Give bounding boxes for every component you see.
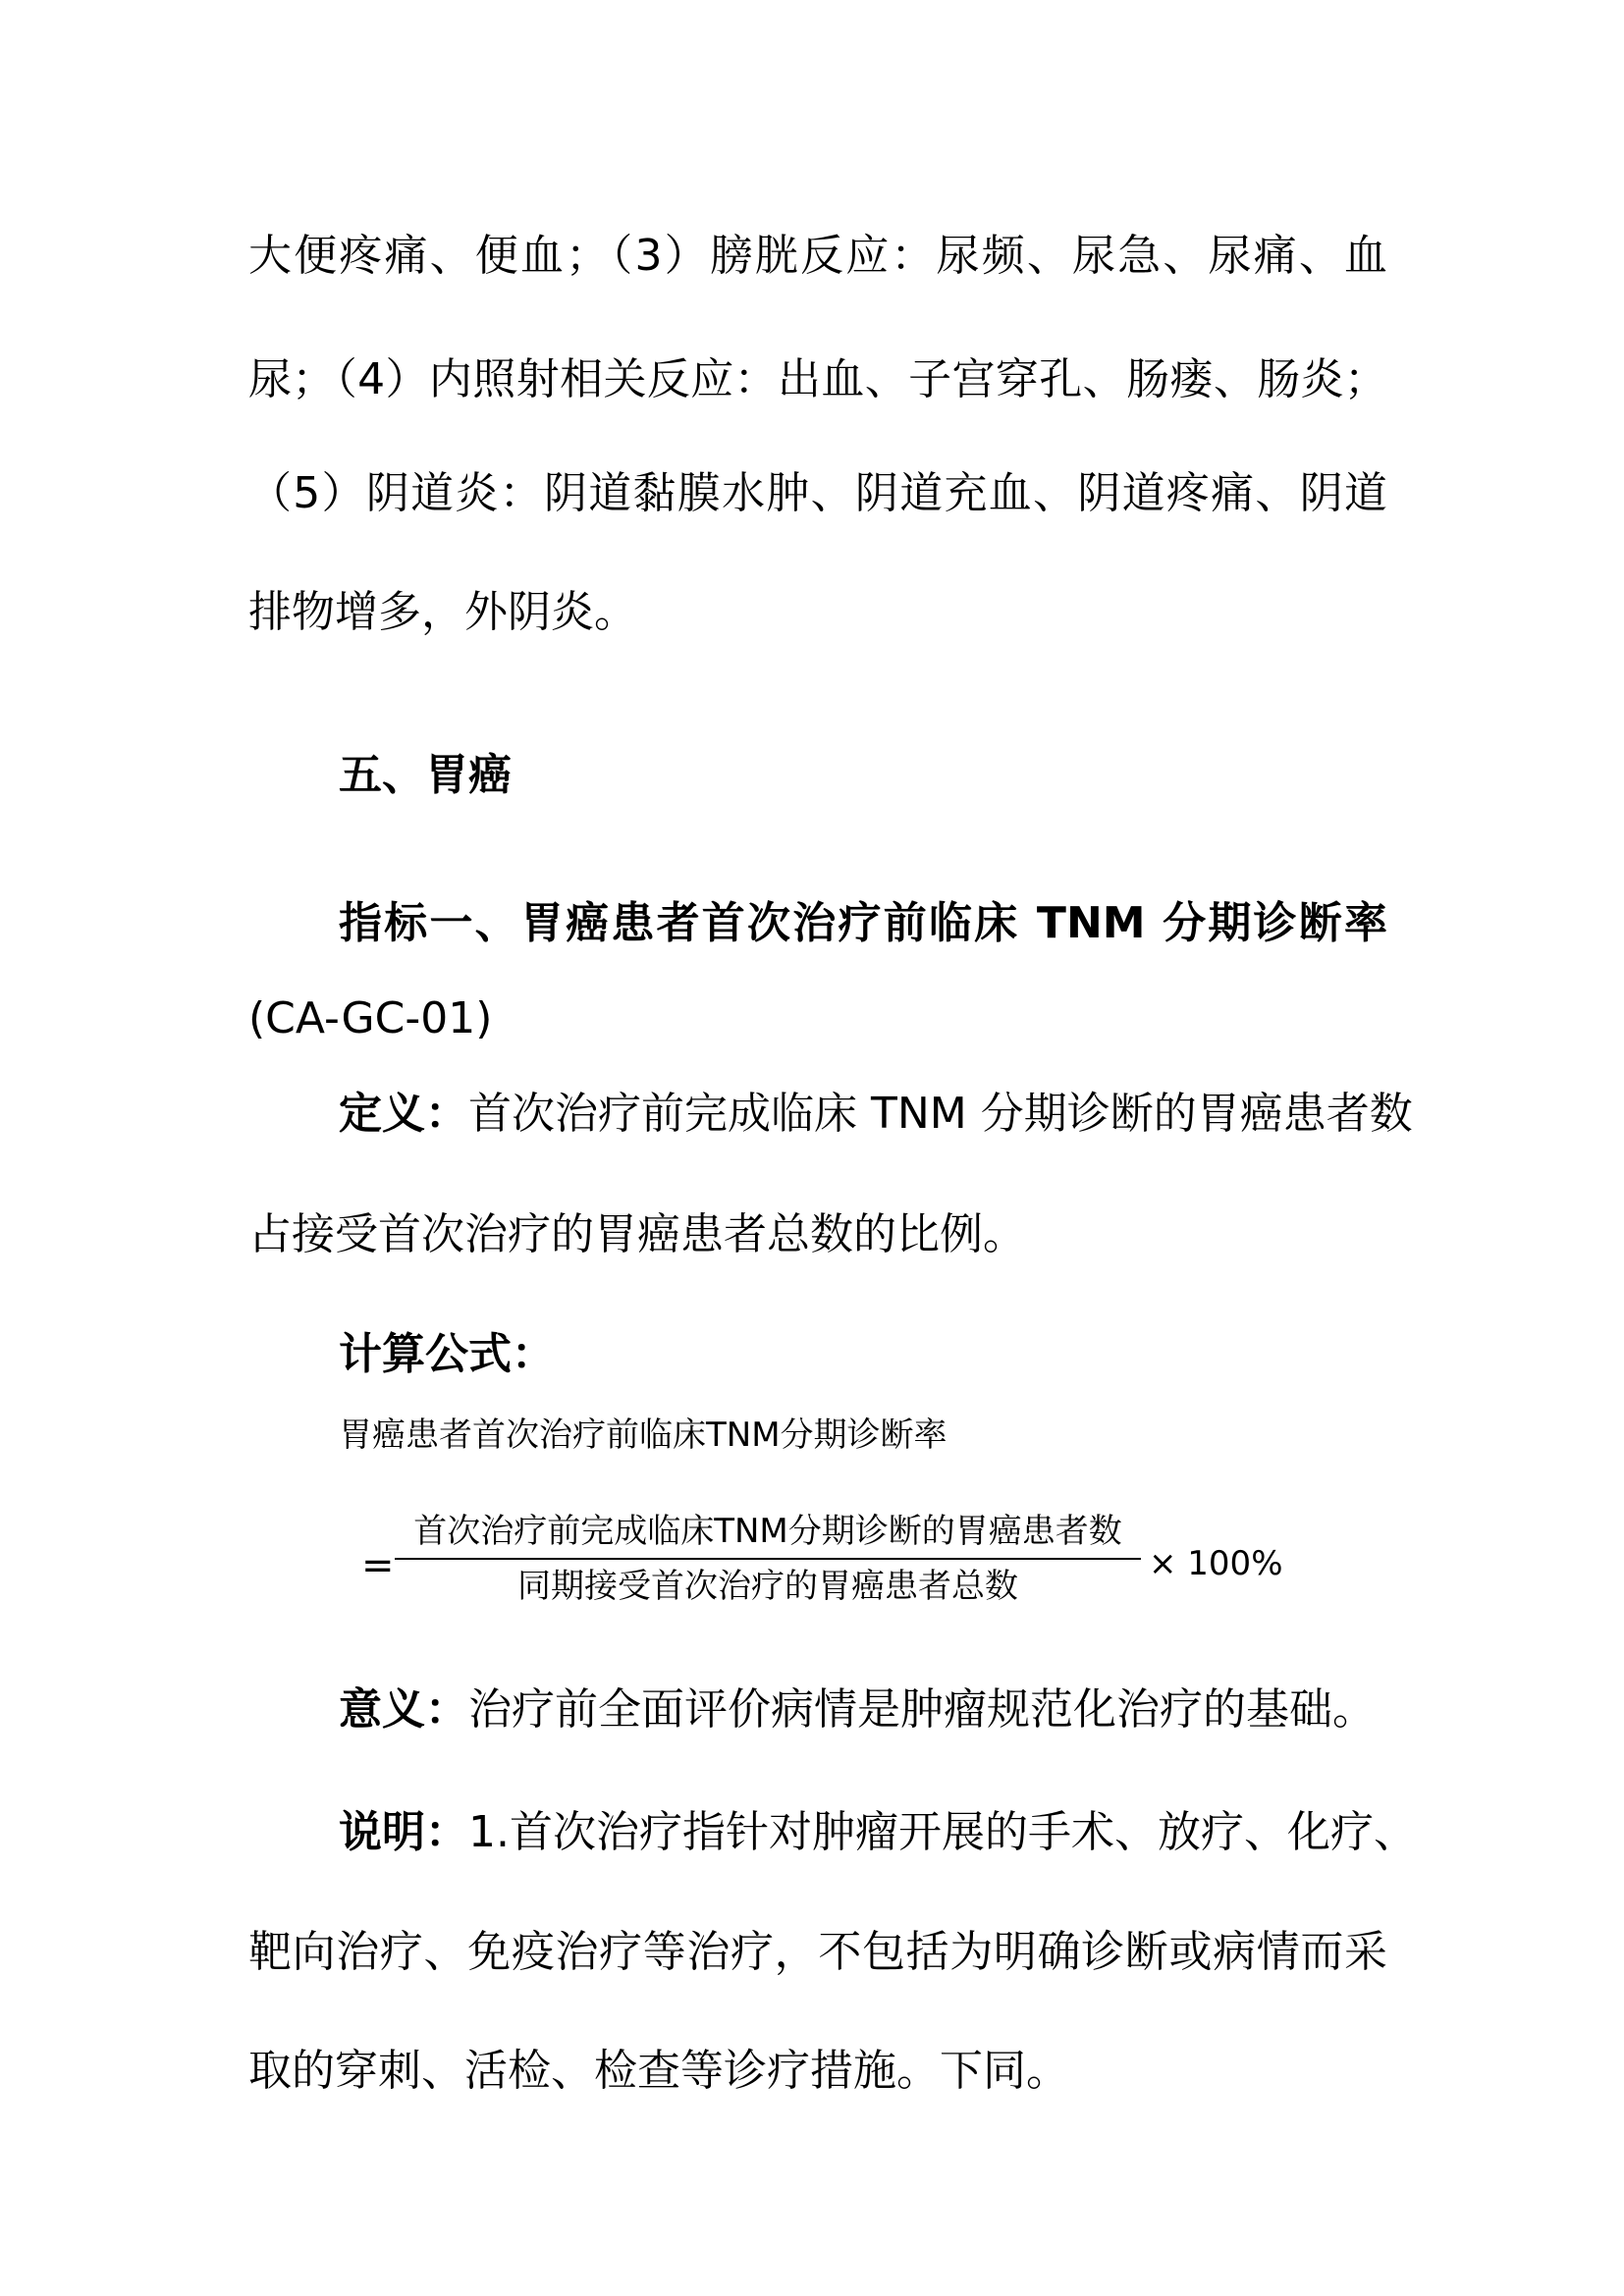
formula-multiplier: × 100% xyxy=(1149,1544,1283,1583)
note-line2: 靶向治疗、免疫治疗等治疗，不包括为明确诊断或病情而采 xyxy=(248,1927,1387,1977)
formula-numerator: 首次治疗前完成临床TNM分期诊断的胃癌患者数 xyxy=(413,1512,1122,1551)
formula-fraction xyxy=(395,1507,1141,1611)
formula-denominator: 同期接受首次治疗的胃癌患者总数 xyxy=(517,1567,1018,1606)
definition-label: 定义： xyxy=(339,1089,468,1139)
significance-label: 意义： xyxy=(339,1684,468,1735)
note-text: 1.首次治疗指针对肿瘤开展的手术、放疗、化疗、 xyxy=(468,1807,1417,1857)
note-label: 说明： xyxy=(339,1807,468,1857)
fraction-bar xyxy=(395,1558,1141,1560)
section-heading: 五、胃癌 xyxy=(339,750,512,800)
formula-name: 胃癌患者首次治疗前临床TNM分期诊断率 xyxy=(339,1415,947,1455)
indicator-code: (CA-GC-01) xyxy=(248,993,493,1043)
body-text-line: 大便疼痛、便血；（3）膀胱反应：尿频、尿急、尿痛、血 xyxy=(248,231,1387,281)
body-text-line: （5）阴道炎：阴道黏膜水肿、阴道充血、阴道疼痛、阴道 xyxy=(248,468,1387,518)
body-text-line: 尿；（4）内照射相关反应：出血、子宫穿孔、肠瘘、肠炎； xyxy=(248,354,1387,404)
body-text-line: 排物增多，外阴炎。 xyxy=(248,587,637,637)
formula-label: 计算公式： xyxy=(339,1329,555,1379)
significance-line xyxy=(339,1679,1387,1741)
definition-line1 xyxy=(339,1083,1413,1146)
note-line1 xyxy=(339,1801,1417,1864)
definition-text: 首次治疗前完成临床 TNM 分期诊断的胃癌患者数 xyxy=(468,1089,1413,1139)
formula-equals: = xyxy=(361,1543,395,1588)
note-line3: 取的穿刺、活检、检查等诊疗措施。下同。 xyxy=(248,2046,1069,2096)
indicator-title-line1: 指标一、胃癌患者首次治疗前临床 TNM 分期诊断率 xyxy=(339,898,1387,948)
definition-line2: 占接受首次治疗的胃癌患者总数的比例。 xyxy=(248,1209,1026,1259)
significance-text: 治疗前全面评价病情是肿瘤规范化治疗的基础。 xyxy=(468,1684,1376,1735)
